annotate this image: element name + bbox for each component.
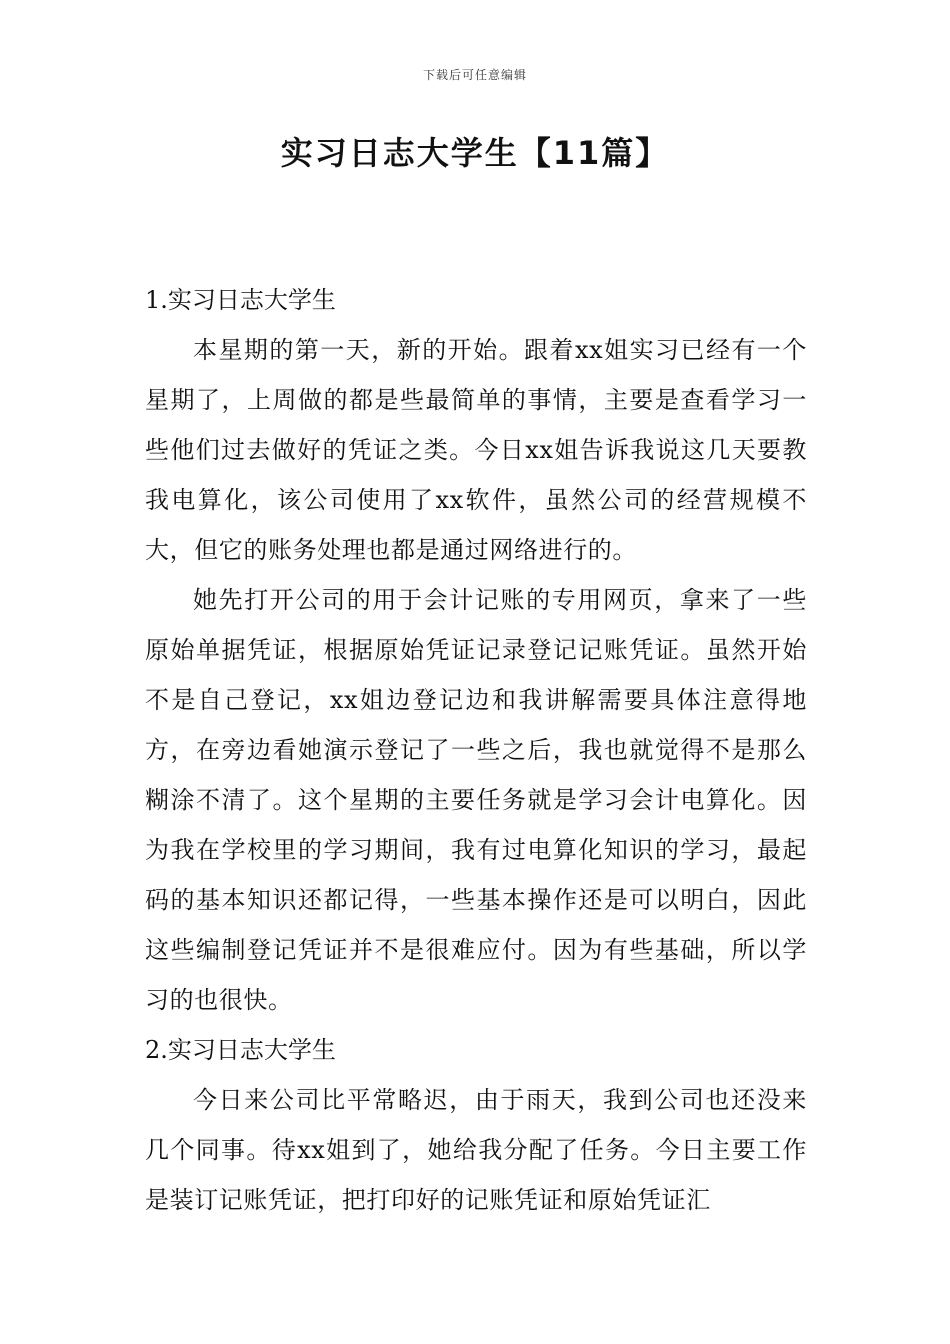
section-heading: 1.实习日志大学生 [145,286,336,314]
section-2 [145,1025,807,1225]
paragraph: 本星期的第一天，新的开始。跟着xx姐实习已经有一个星期了，上周做的都是些最简单的事情，主要是查看学习一些他们过去做好的凭证之类。今日xx姐告诉我说这几天要教我电算化，该公司使用了xx软件，虽然公司的经营规模不大，但它的账务处理也都是通过网络进行的。 [145,336,807,564]
document-title: 实习日志大学生【11篇】 [280,134,670,172]
section-heading: 2.实习日志大学生 [145,1036,336,1064]
section-1 [145,275,807,1025]
page-header-note: 下载后可任意编辑 [422,68,527,82]
document-body [145,275,807,1225]
paragraph: 她先打开公司的用于会计记账的专用网页，拿来了一些原始单据凭证，根据原始凭证记录登记记账凭证。虽然开始不是自己登记，xx姐边登记边和我讲解需要具体注意得地方，在旁边看她演示登记了一些之后，我也就觉得不是那么糊涂不清了。这个星期的主要任务就是学习会计电算化。因为我在学校里的学习期间，我有过电算化知识的学习，最起码的基本知识还都记得，一些基本操作还是可以明白，因此这些编制登记凭证并不是很难应付。因为有些基础，所以学习的也很快。 [145,586,807,1014]
paragraph: 今日来公司比平常略迟，由于雨天，我到公司也还没来几个同事。待xx姐到了，她给我分配了任务。今日主要工作是装订记账凭证，把打印好的记账凭证和原始凭证汇 [145,1086,807,1214]
